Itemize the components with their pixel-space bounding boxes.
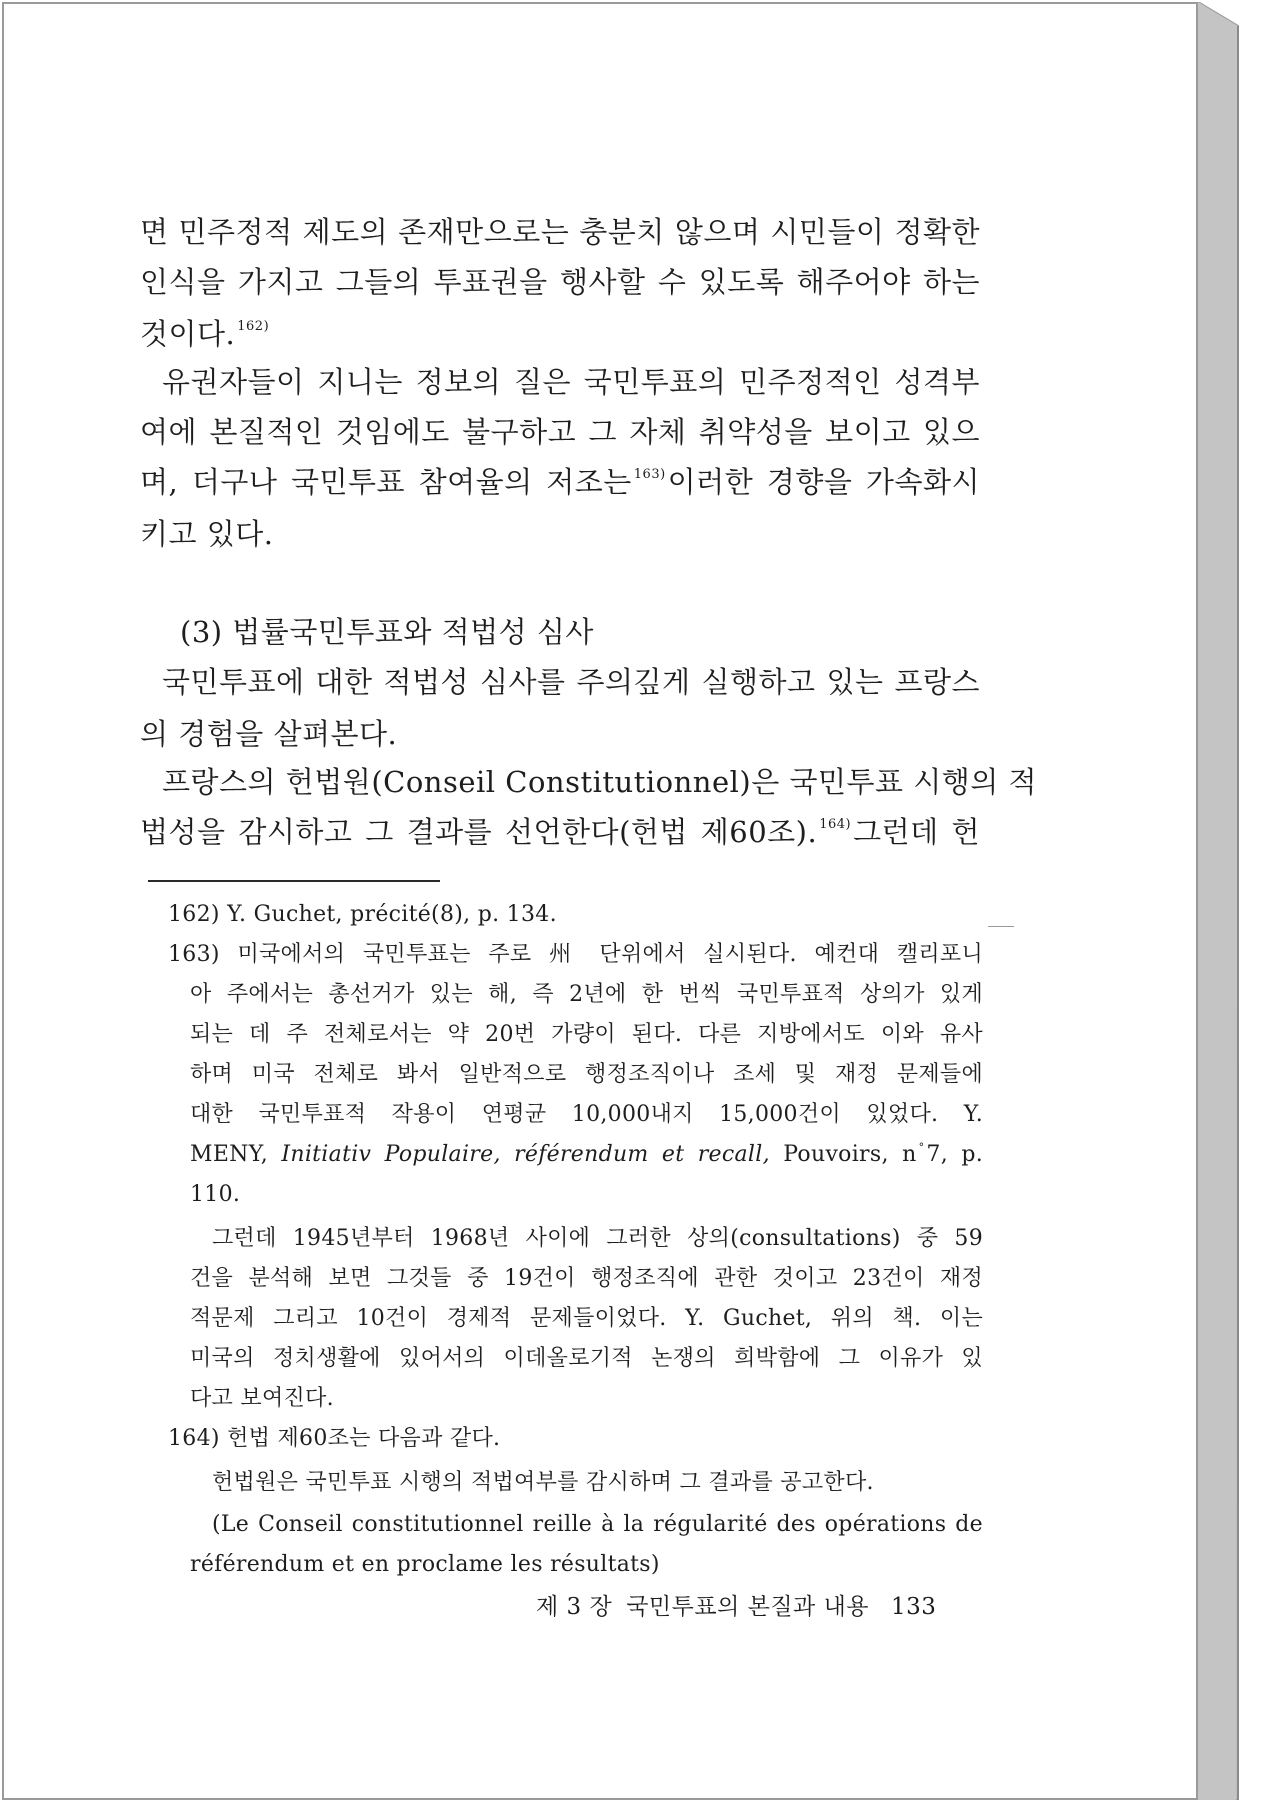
footnote-163-line: 대한 국민투표적 작용이 연평균 10,000내지 15,000건이 있었다. Y. xyxy=(190,1102,983,1127)
body-line-text: 이러한 경향을 가속화시 xyxy=(667,465,980,499)
body-line xyxy=(140,462,980,502)
footnote-163-line: 다고 보여진다. xyxy=(190,1386,334,1411)
section-heading: (3) 법률국민투표와 적법성 심사 xyxy=(180,615,594,649)
footnote-163-line: 미국의 정치생활에 있어서의 이데올로기적 논쟁의 희박함에 그 이유가 있 xyxy=(190,1346,983,1371)
scan-mark xyxy=(988,926,1014,927)
footnote-164-line: 헌법원은 국민투표 시행의 적법여부를 감시하며 그 결과를 공고한다. xyxy=(212,1470,874,1495)
footnote-163-line: 110. xyxy=(190,1182,241,1207)
degree-mark: ° xyxy=(918,1141,925,1154)
footnote-164: 164) 헌법 제60조는 다음과 같다. xyxy=(168,1426,501,1451)
body-line: 여에 본질적인 것임에도 불구하고 그 자체 취약성을 보이고 있으 xyxy=(140,415,980,449)
footer-chapter: 제 3 장 xyxy=(536,1594,613,1620)
body-line: 의 경험을 살펴본다. xyxy=(140,717,398,751)
body-line-text: 며, 더구나 국민투표 참여율의 저조는 xyxy=(140,465,632,499)
footnote-164-line: (Le Conseil constitutionnel reille à la régularité des opérations de xyxy=(212,1512,983,1537)
body-line xyxy=(140,314,271,354)
citation-journal: Pouvoirs, n xyxy=(783,1142,917,1167)
body-line: 국민투표에 대한 적법성 심사를 주의깊게 실행하고 있는 프랑스 xyxy=(162,665,980,699)
body-line: 유권자들이 지니는 정보의 질은 국민투표의 민주정적인 성격부 xyxy=(162,365,980,399)
body-line xyxy=(140,812,980,852)
running-footer xyxy=(536,1588,936,1621)
body-line: 면 민주정적 제도의 존재만으로는 충분치 않으며 시민들이 정확한 xyxy=(140,215,980,249)
footnote-163-line: 아 주에서는 총선거가 있는 해, 즉 2년에 한 번씩 국민투표적 상의가 있게 xyxy=(190,982,983,1007)
footnote-163-line: 그런데 1945년부터 1968년 사이에 그러한 상의(consultations) 중 59 xyxy=(212,1226,983,1251)
body-line: 프랑스의 헌법원(Conseil Constitutionnel)은 국민투표 시행의 적 xyxy=(162,765,1038,799)
body-line-text: 법성을 감시하고 그 결과를 선언한다(헌법 제60조). xyxy=(140,815,818,849)
footnote-163-line: 163) 미국에서의 국민투표는 주로 州 단위에서 실시된다. 예컨대 캘리포니 xyxy=(168,942,983,967)
footnote-ref-164[interactable]: 164) xyxy=(819,817,852,832)
footnote-162: 162) Y. Guchet, précité(8), p. 134. xyxy=(168,902,557,927)
footer-title: 국민투표의 본질과 내용 xyxy=(626,1594,870,1620)
footnote-163-citation xyxy=(190,1138,983,1172)
footnote-163-line: 적문제 그리고 10건이 경제적 문제들이었다. Y. Guchet, 위의 책. 이는 xyxy=(190,1306,983,1331)
footnote-164-line: référendum et en proclame les résultats) xyxy=(190,1552,660,1577)
citation-author: MENY, xyxy=(190,1142,269,1167)
footnote-163-line: 건을 분석해 보면 그것들 중 19건이 행정조직에 관한 것이고 23건이 재정 xyxy=(190,1266,983,1291)
citation-pages: 7, p. xyxy=(926,1142,983,1167)
footnote-ref-163[interactable]: 163) xyxy=(633,467,666,482)
footnote-ref-162[interactable]: 162) xyxy=(237,319,270,334)
citation-title: Initiativ Populaire, référendum et recall, xyxy=(281,1142,770,1167)
body-line-text: 그런데 헌 xyxy=(853,815,981,849)
page-number: 133 xyxy=(891,1594,937,1620)
body-line-text: 것이다. xyxy=(140,317,236,351)
footnote-163-line: 하며 미국 전체로 봐서 일반적으로 행정조직이나 조세 및 재정 문제들에 xyxy=(190,1062,983,1087)
footnote-separator xyxy=(148,880,440,882)
body-line: 인식을 가지고 그들의 투표권을 행사할 수 있도록 해주어야 하는 xyxy=(140,265,980,299)
body-line: 키고 있다. xyxy=(140,517,274,551)
page-stack-edge xyxy=(1198,2,1264,1800)
footnote-163-line: 되는 데 주 전체로서는 약 20번 가량이 된다. 다른 지방에서도 이와 유사 xyxy=(190,1022,983,1047)
